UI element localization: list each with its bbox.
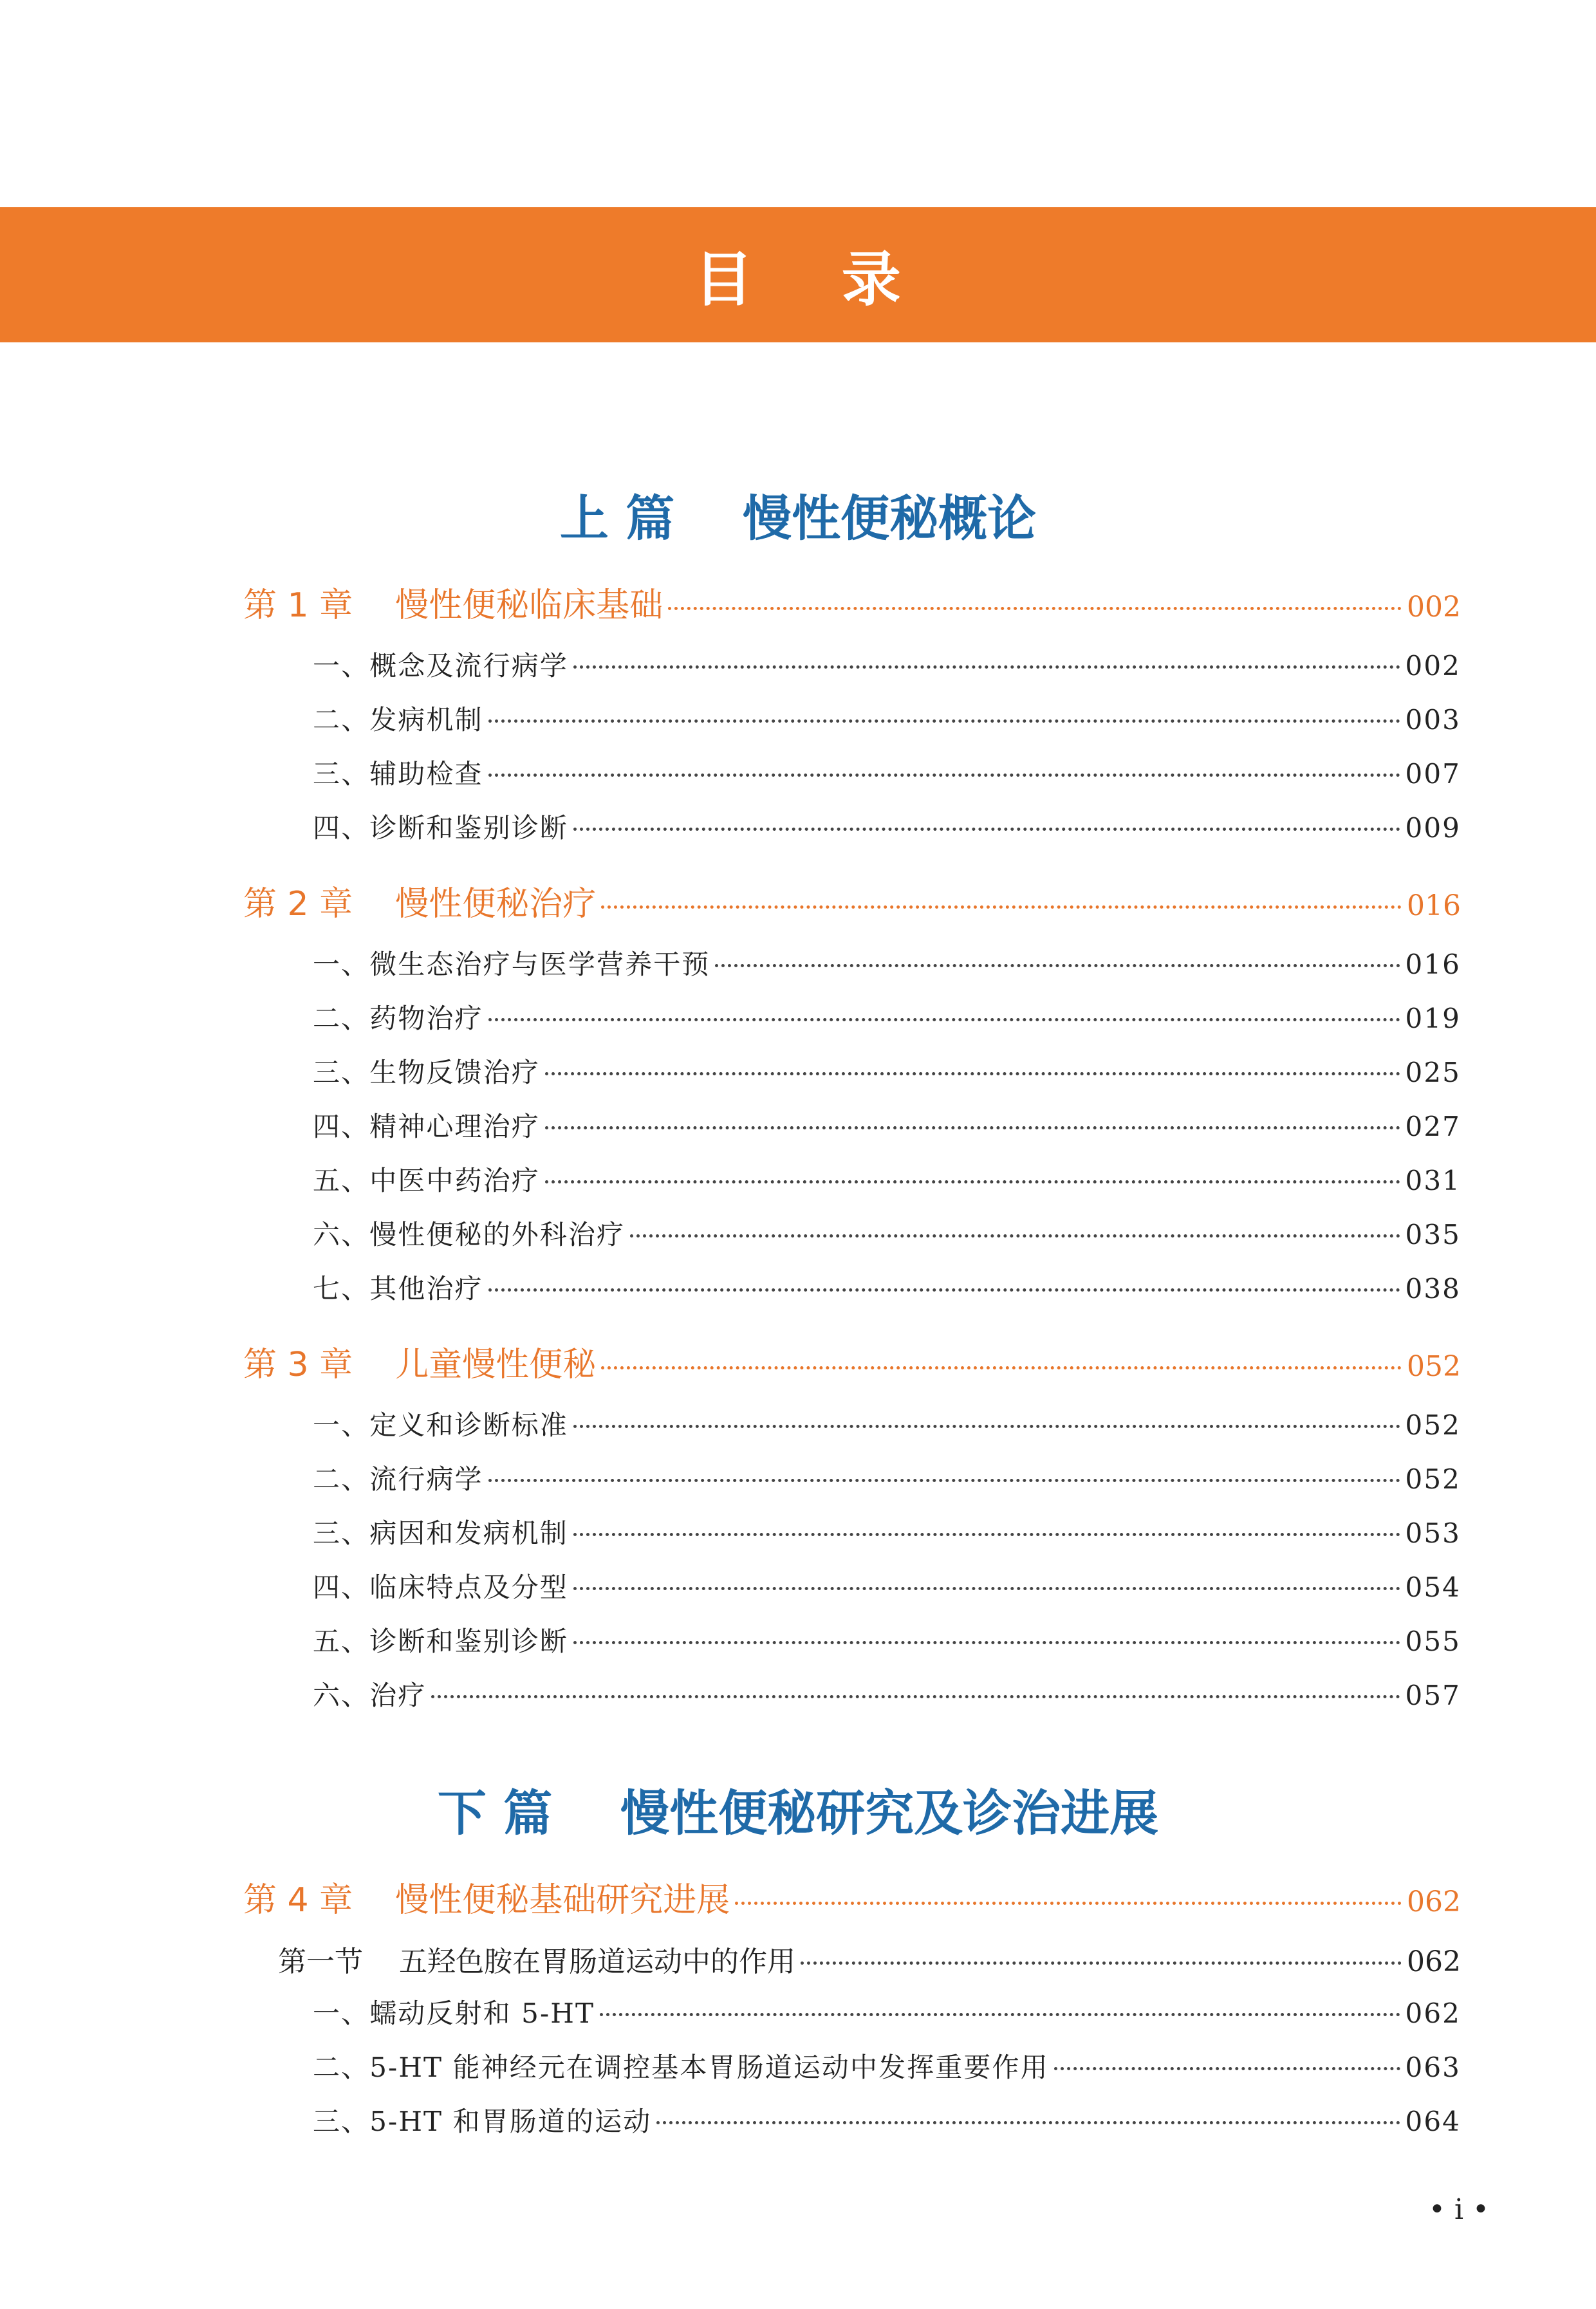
dot-leader xyxy=(431,1695,1400,1698)
toc-entry[interactable] xyxy=(313,2046,1461,2091)
toc-entry[interactable] xyxy=(313,1566,1461,1611)
entry-page: 003 xyxy=(1405,704,1461,736)
entry-page: 057 xyxy=(1405,1680,1461,1711)
entry-page: 009 xyxy=(1405,812,1461,844)
toc-entry[interactable] xyxy=(313,943,1461,988)
toc-entry[interactable] xyxy=(313,645,1461,690)
dot-leader xyxy=(573,1425,1400,1428)
entry-label: 一、概念及流行病学 xyxy=(313,650,568,682)
toc-entry[interactable] xyxy=(313,1674,1461,1720)
chapter-label: 第 4 章 慢性便秘基础研究进展 xyxy=(243,1881,730,1920)
dot-leader xyxy=(573,1587,1400,1590)
chapter-page: 002 xyxy=(1407,591,1461,624)
entry-label: 七、其他治疗 xyxy=(313,1273,483,1304)
dot-leader xyxy=(488,719,1400,723)
toc-banner xyxy=(0,207,1596,342)
toc-entry[interactable] xyxy=(313,1214,1461,1259)
entry-page: 052 xyxy=(1405,1409,1461,1441)
entry-label: 二、流行病学 xyxy=(313,1463,483,1495)
toc-entry[interactable] xyxy=(313,753,1461,798)
dot-leader xyxy=(630,1234,1400,1238)
dot-leader xyxy=(600,2013,1400,2016)
toc-entry[interactable] xyxy=(313,1052,1461,1097)
entry-label: 六、慢性便秘的外科治疗 xyxy=(313,1219,626,1250)
chapter-label: 第 1 章 慢性便秘临床基础 xyxy=(243,586,663,625)
entry-page: 063 xyxy=(1405,2052,1461,2083)
chapter-label: 第 3 章 儿童慢性便秘 xyxy=(243,1346,597,1384)
entry-label: 一、定义和诊断标准 xyxy=(313,1409,568,1441)
dot-leader xyxy=(735,1902,1402,1905)
dot-leader xyxy=(668,607,1402,610)
part-title-1: 上 篇 慢性便秘概论 xyxy=(559,490,1037,547)
dot-leader xyxy=(715,964,1400,967)
toc-entry[interactable] xyxy=(313,1268,1461,1313)
dot-leader xyxy=(1054,2067,1400,2070)
toc-chapter-2[interactable] xyxy=(243,876,1461,924)
entry-page: 054 xyxy=(1405,1572,1461,1603)
dot-leader xyxy=(601,1366,1402,1369)
entry-page: 055 xyxy=(1405,1626,1461,1657)
entry-label: 一、微生态治疗与医学营养干预 xyxy=(313,949,710,980)
toc-entry[interactable] xyxy=(313,1512,1461,1557)
entry-page: 053 xyxy=(1405,1517,1461,1549)
page-number: • i • xyxy=(1429,2193,1489,2226)
toc-section[interactable] xyxy=(278,1938,1461,1983)
toc-entry[interactable] xyxy=(313,1620,1461,1665)
entry-label: 三、生物反馈治疗 xyxy=(313,1057,540,1088)
chapter-label: 第 2 章 慢性便秘治疗 xyxy=(243,885,597,923)
entry-label: 三、辅助检查 xyxy=(313,758,483,790)
section-label: 第一节 五羟色胺在胃肠道运动中的作用 xyxy=(278,1945,795,1978)
toc-entry[interactable] xyxy=(313,699,1461,744)
entry-page: 027 xyxy=(1405,1111,1461,1142)
toc-entry[interactable] xyxy=(313,807,1461,852)
toc-chapter-1[interactable] xyxy=(243,578,1461,626)
entry-page: 002 xyxy=(1405,650,1461,682)
chapter-page: 062 xyxy=(1407,1886,1461,1918)
dot-leader xyxy=(801,1961,1402,1965)
dot-leader xyxy=(545,1126,1400,1129)
dot-leader xyxy=(656,2121,1400,2124)
toc-title: 目 录 xyxy=(694,245,902,314)
dot-leader xyxy=(545,1072,1400,1075)
entry-label: 二、药物治疗 xyxy=(313,1003,483,1034)
entry-page: 025 xyxy=(1405,1057,1461,1088)
toc-entry[interactable] xyxy=(313,1458,1461,1503)
toc-entry[interactable] xyxy=(313,1992,1461,2037)
dot-leader xyxy=(545,1180,1400,1183)
entry-page: 016 xyxy=(1405,949,1461,980)
entry-page: 064 xyxy=(1405,2106,1461,2137)
dot-leader xyxy=(488,1288,1400,1292)
toc-entry[interactable] xyxy=(313,997,1461,1043)
entry-label: 三、病因和发病机制 xyxy=(313,1517,568,1549)
toc-chapter-3[interactable] xyxy=(243,1337,1461,1385)
entry-label: 五、诊断和鉴别诊断 xyxy=(313,1626,568,1657)
dot-leader xyxy=(573,1641,1400,1644)
dot-leader xyxy=(573,828,1400,831)
toc-entry[interactable] xyxy=(313,2100,1461,2146)
entry-label: 一、蠕动反射和 5-HT xyxy=(313,1998,595,2029)
entry-label: 四、诊断和鉴别诊断 xyxy=(313,812,568,844)
dot-leader xyxy=(601,905,1402,909)
entry-page: 062 xyxy=(1405,1998,1461,2029)
entry-label: 二、发病机制 xyxy=(313,704,483,736)
dot-leader xyxy=(488,774,1400,777)
entry-page: 019 xyxy=(1405,1003,1461,1034)
toc-entry[interactable] xyxy=(313,1106,1461,1151)
dot-leader xyxy=(488,1479,1400,1482)
part-title-2: 下 篇 慢性便秘研究及诊治进展 xyxy=(437,1785,1159,1842)
toc-chapter-4[interactable] xyxy=(243,1873,1461,1920)
toc-entry[interactable] xyxy=(313,1404,1461,1449)
section-page: 062 xyxy=(1407,1945,1461,1978)
dot-leader xyxy=(573,1533,1400,1536)
chapter-page: 016 xyxy=(1407,889,1461,922)
entry-page: 007 xyxy=(1405,758,1461,790)
entry-label: 六、治疗 xyxy=(313,1680,427,1711)
entry-label: 三、5-HT 和胃肠道的运动 xyxy=(313,2106,652,2137)
entry-page: 038 xyxy=(1405,1273,1461,1304)
entry-page: 052 xyxy=(1405,1463,1461,1495)
entry-label: 五、中医中药治疗 xyxy=(313,1165,540,1196)
entry-label: 四、精神心理治疗 xyxy=(313,1111,540,1142)
entry-label: 四、临床特点及分型 xyxy=(313,1572,568,1603)
entry-page: 031 xyxy=(1405,1165,1461,1196)
entry-page: 035 xyxy=(1405,1219,1461,1250)
toc-entry[interactable] xyxy=(313,1160,1461,1205)
dot-leader xyxy=(573,665,1400,669)
dot-leader xyxy=(488,1018,1400,1021)
chapter-page: 052 xyxy=(1407,1350,1461,1383)
entry-label: 二、5-HT 能神经元在调控基本胃肠道运动中发挥重要作用 xyxy=(313,2052,1049,2083)
